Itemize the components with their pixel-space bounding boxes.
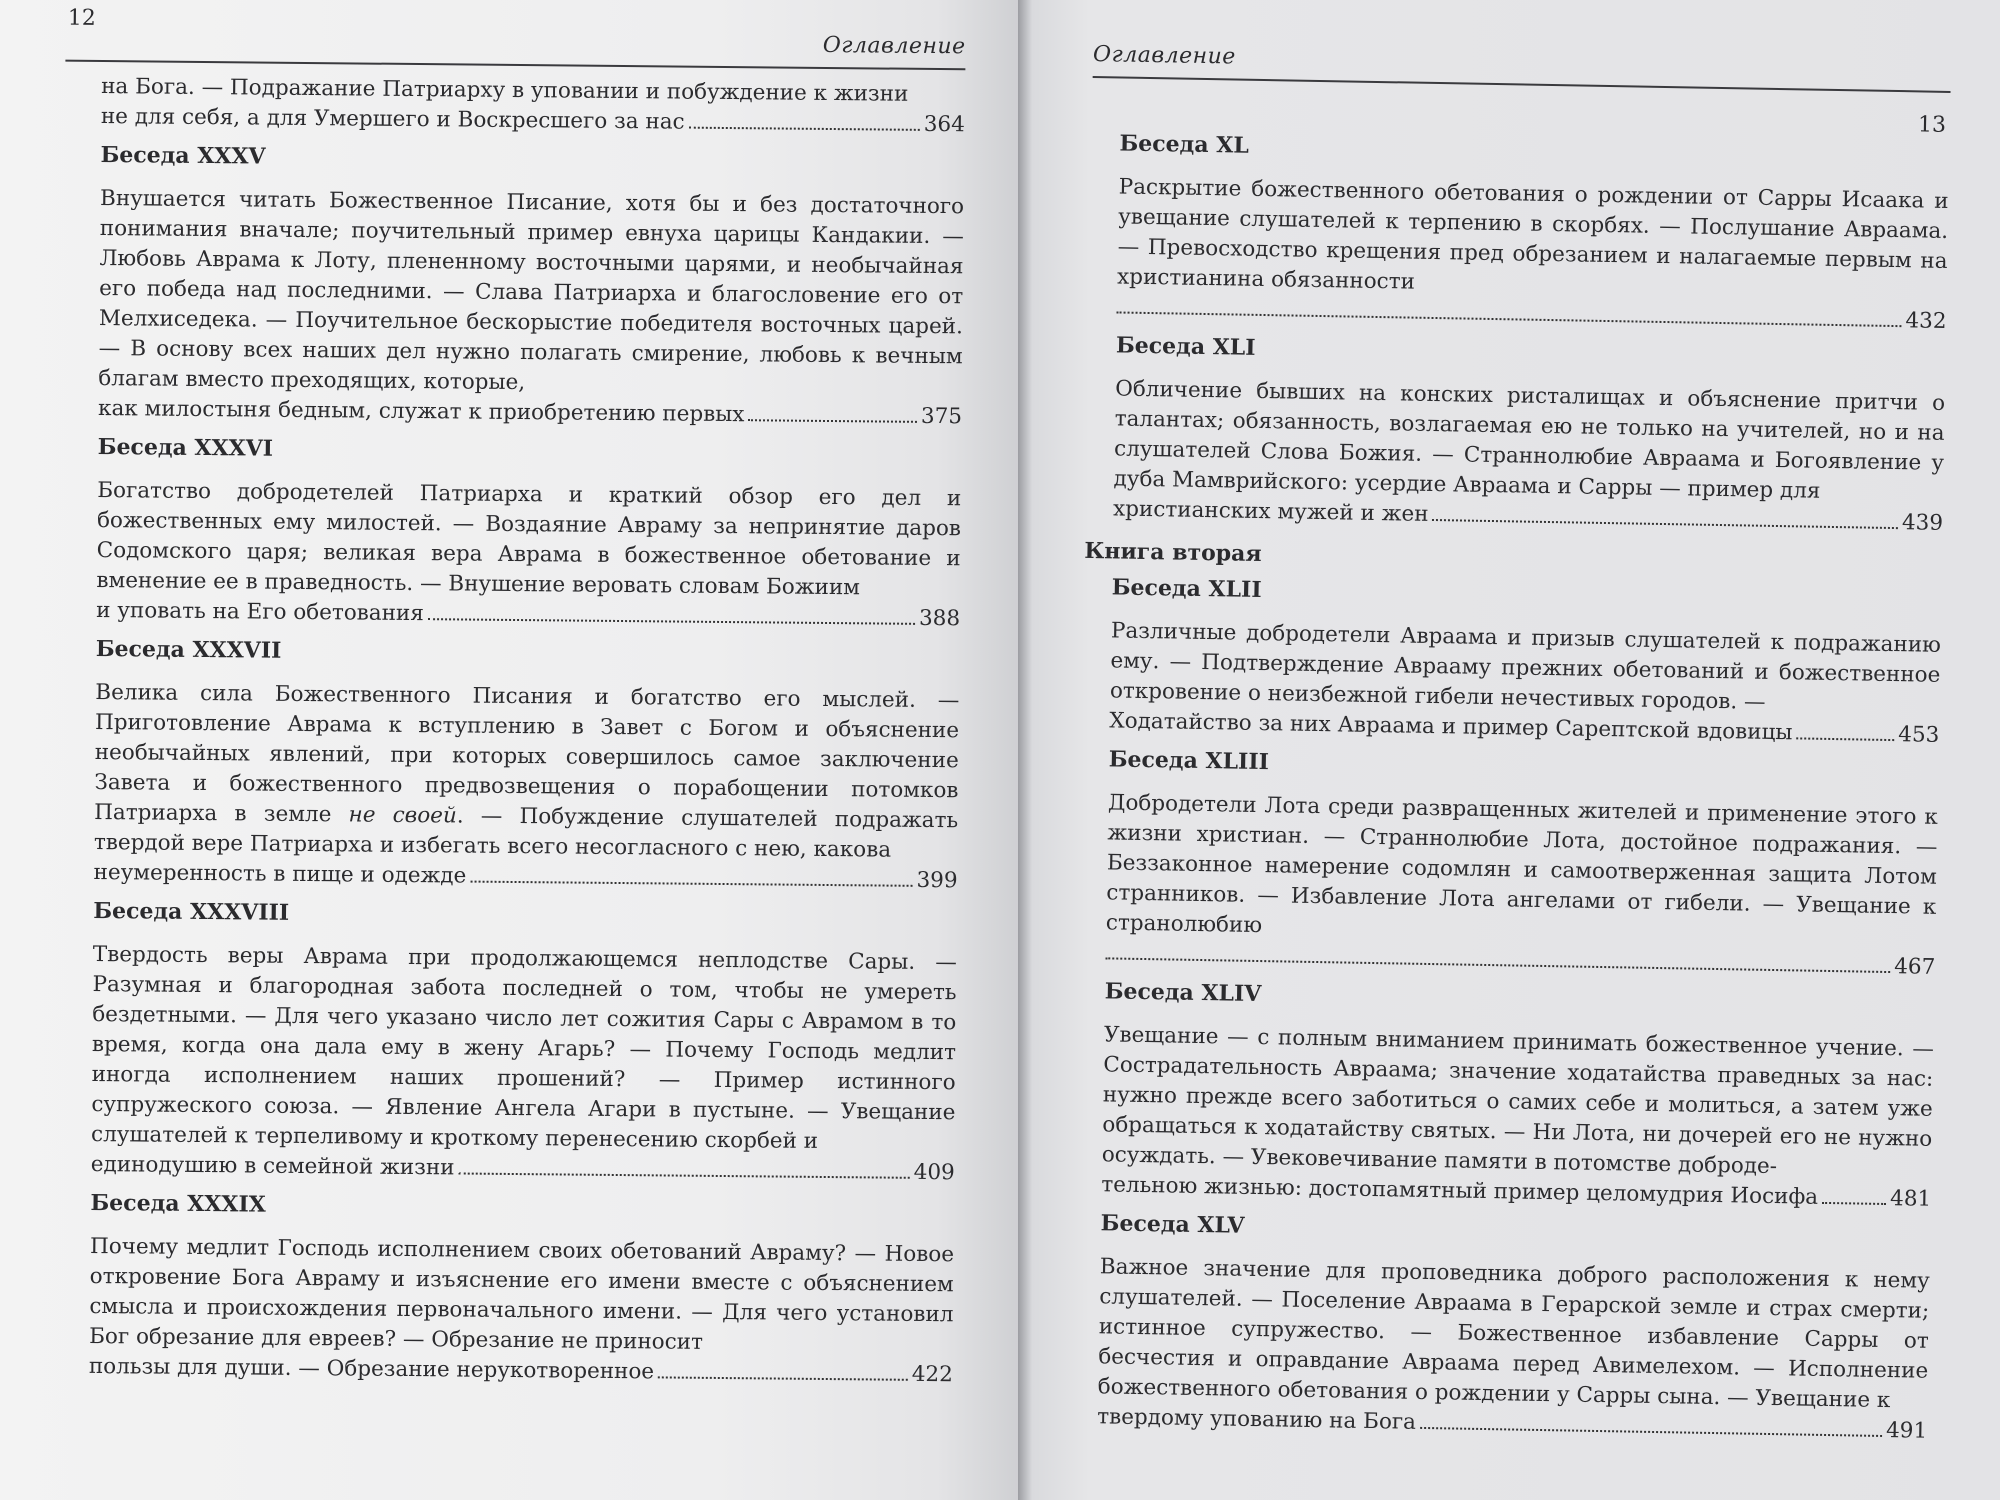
page-number-left: 12 <box>67 5 96 31</box>
toc-entry-beseda-38[interactable] <box>91 898 958 1188</box>
entry-text-part: Велика сила Божественного Писания и богатство его мыслей. — Приготовление Аврама к вступлению в Завет с Богом и объяснение необычайных явлений, при которых совершилось самое заключение Завета и божественного предвозвещения о порабощении потомков Патриарха в земле <box>94 679 960 828</box>
entry-last-line: тельною жизнью: достопамятный пример целомудрия Иосифа <box>1101 1172 1819 1210</box>
dot-leader <box>1117 311 1902 327</box>
entry-page-number: 375 <box>920 403 963 430</box>
entry-text-part: . — Побуждение слушателей подражать твердой вере Патриарха и избегать всего несогласного с нею, какова <box>93 803 959 863</box>
header-rule-right <box>1093 76 1951 93</box>
entry-page-number: 453 <box>1898 722 1940 748</box>
entry-last-line: как милостыня бедным, служат к приобретению первых <box>97 395 745 428</box>
entry-text: Почему медлит Господь исполнением своих обетований Авраму? — Новое откровение Бога Авраму и изъяснение его имени вместе с объяснением смысла и происхождения первоначального имени. — Для чего установил Бог обрезание для евреев? — Обрезание не приносит <box>89 1233 955 1355</box>
entry-title: Беседа XLIII <box>1108 746 1270 776</box>
entry-text: Твердость веры Аврама при продолжающемся неплодстве Сары. — Разумная и благородная забота последней о том, чтобы не умереть бездетными. — Для чего указано число лет сожития Сары с Аврамом в то время, когда она дала ему в жену Агарь? — Почему Господь медлит иногда исполнением наших прошений? — Пример истинного супружеского союза. — Явление Ангела Агари в пустыне. — Увещание слушателей к терпеливому и кроткому перенесению скорбей и <box>90 941 957 1154</box>
header-rule-left <box>65 60 965 71</box>
page-number-right: 13 <box>1917 112 1947 138</box>
dot-leader <box>658 1376 908 1380</box>
book-gutter <box>1018 0 1032 1500</box>
entry-text: Раскрытие божественного обетования о рождении от Сарры Исаака и увещание слушателей к терпению в скорбях. — Послушание Авраама. — Превосходство крещения пред обрезанием и налагаемые первым на христианина обязанности <box>1116 174 1949 295</box>
entry-text: Важное значение для проповедника доброго расположения к нему слушателей. — Поселение Авраама в Герарской земле и страх смерти; истинное супружество. — Божественное избавление Сарры от бесчестия и оправдание Авраама перед Авимелехом. — Исполнение божественного обетования о рождении у Сарры сына. — Увещание к <box>1097 1254 1930 1414</box>
toc-entry-beseda-36[interactable] <box>96 434 962 634</box>
entry-page-number: 439 <box>1901 510 1944 536</box>
dot-leader <box>748 419 917 423</box>
entry-last-line: единодушию в семейной жизни <box>90 1151 455 1181</box>
toc-entry-beseda-37[interactable] <box>93 636 959 896</box>
entry-page-number: 409 <box>913 1159 955 1186</box>
toc-entry-beseda-45[interactable] <box>1097 1210 1931 1446</box>
entry-page-number: 432 <box>1905 308 1947 334</box>
toc-entry-continuation[interactable] <box>101 72 966 140</box>
dot-leader <box>470 881 912 887</box>
entry-title: Беседа XLII <box>1111 574 1262 604</box>
entry-title: Беседа XXXIX <box>90 1189 266 1218</box>
entry-title: Беседа XXXV <box>100 141 266 170</box>
toc-entry-beseda-42[interactable] <box>1109 574 1942 750</box>
entry-title: Беседа XXXVI <box>97 433 274 462</box>
dot-leader <box>1822 1202 1886 1205</box>
toc-entry-beseda-40[interactable] <box>1116 130 1949 336</box>
entry-title: Беседа XLIV <box>1104 978 1262 1008</box>
dot-leader <box>1420 1427 1882 1437</box>
running-title-left: Оглавление <box>822 32 966 60</box>
entry-title: Беседа XL <box>1119 130 1250 159</box>
right-page-content <box>1069 0 1952 1447</box>
entry-title: Беседа XXXVII <box>95 635 282 664</box>
left-page-content <box>67 0 966 1390</box>
entry-text: Богатство добродетелей Патриарха и краткий обзор его дел и божественных ему милостей. — Воздаяние Авраму за непринятие даров Содомского царя; великая вера Аврама в божественное обетование и вменение ее в праведность. — Внушение веровать словам Божиим <box>96 477 962 601</box>
running-title-right: Оглавление <box>1092 41 1237 70</box>
dot-leader <box>458 1172 909 1178</box>
dot-leader <box>689 127 920 131</box>
dot-leader <box>1796 737 1894 741</box>
entry-page-number: 399 <box>916 867 958 894</box>
dot-leader <box>428 618 915 625</box>
dot-leader <box>1432 519 1897 529</box>
entry-page-number: 481 <box>1889 1186 1932 1212</box>
toc-entry-beseda-41[interactable] <box>1113 332 1946 538</box>
entry-title: Беседа XLV <box>1100 1210 1245 1239</box>
entry-last-line: не для себя, а для Умершего и Воскресшего за нас <box>100 103 685 135</box>
entry-last-line: Ходатайство за них Авраама и пример Сарептской вдовицы <box>1109 708 1793 746</box>
entry-last-line: пользы для души. — Обрезание нерукотворенное <box>88 1353 655 1385</box>
toc-list-left <box>89 72 966 1390</box>
entry-text-italic: не своей <box>348 802 457 829</box>
right-running-head <box>1092 0 1952 138</box>
book-two-heading: Книга вторая <box>1084 537 1262 568</box>
entry-last-line: и уповать на Его обетования <box>96 597 425 627</box>
entry-text: Различные добродетели Авраама и призыв слушателей к подражанию ему. — Подтверждение Аврааму прежних обетований и божественное откровение о неизбежной гибели нечестивых городов. — <box>1109 618 1942 715</box>
entry-text: Добродетели Лота среди развращенных жителей и применение этого к жизни христиан. — Страннолюбие Лота, достойное подражания. — Беззаконное намерение содомлян и самоотверженная защита Лотом странников. — Избавление Лота ангелами от гибели. — Увещание к странолюбию <box>1105 790 1939 939</box>
entry-last-line: твердому упованию на Бога <box>1097 1404 1417 1435</box>
entry-text: на Бога. — Подражание Патриарху в уповании и побуждение к жизни <box>101 73 909 107</box>
entry-title: Беседа XLI <box>1115 332 1256 361</box>
entry-last-line: неумеренность в пище и одежде <box>93 859 467 889</box>
dot-leader <box>1105 957 1890 973</box>
entry-page-number: 422 <box>911 1361 953 1388</box>
entry-page-number: 388 <box>918 605 961 632</box>
left-running-head <box>67 0 966 80</box>
entry-last-line: христианских мужей и жен <box>1112 496 1429 527</box>
entry-title: Беседа XXXVIII <box>93 897 290 926</box>
entry-text <box>94 678 960 866</box>
right-page <box>1032 0 2000 1500</box>
entry-page-number: 467 <box>1893 954 1936 980</box>
entry-page-number: 491 <box>1885 1418 1928 1444</box>
toc-entry-beseda-35[interactable] <box>98 142 965 432</box>
entry-text: Обличение бывших на конских ристалищах и объяснение притчи о талантах; обязанность, возлагаемая ею не только на учителей, но и на слушателей Слова Божия. — Страннолюбие Авраама и Богоявление у дуба Мамврийского: усердие Авраама и Сарры — пример для <box>1113 376 1946 504</box>
entry-page-number: 364 <box>923 111 965 138</box>
toc-entry-beseda-39[interactable] <box>89 1190 955 1390</box>
entry-text: Внушается читать Божественное Писание, хотя бы и без достаточного понимания вначале; поучительный пример евнуха царицы Кандакии. — Любовь Аврама к Лоту, плененному восточными царями, и необычайная его победа над последними. — Слава Патриарха и благословение его от Мелхиседека. — Поучительное бескорыстие победителя восточных царей. — В основу всех наших дел нужно полагать смирение, любовь к вечным благам вместо преходящих, которые, <box>98 185 965 396</box>
toc-entry-beseda-43[interactable] <box>1105 746 1939 982</box>
entry-text: Увещание — с полным вниманием принимать божественное учение. — Сострадательность Авраама; значение ходатайства праведных за нас: нужно прежде всего заботиться о самих себе и молиться, а затем уже обращаться к ходатайству святых. — Ни Лота, ни дочерей его не нужно осуждать. — Увековечивание памяти в потомстве доброде- <box>1101 1022 1935 1180</box>
toc-list-right <box>1069 130 1950 1447</box>
toc-entry-beseda-44[interactable] <box>1101 978 1935 1214</box>
